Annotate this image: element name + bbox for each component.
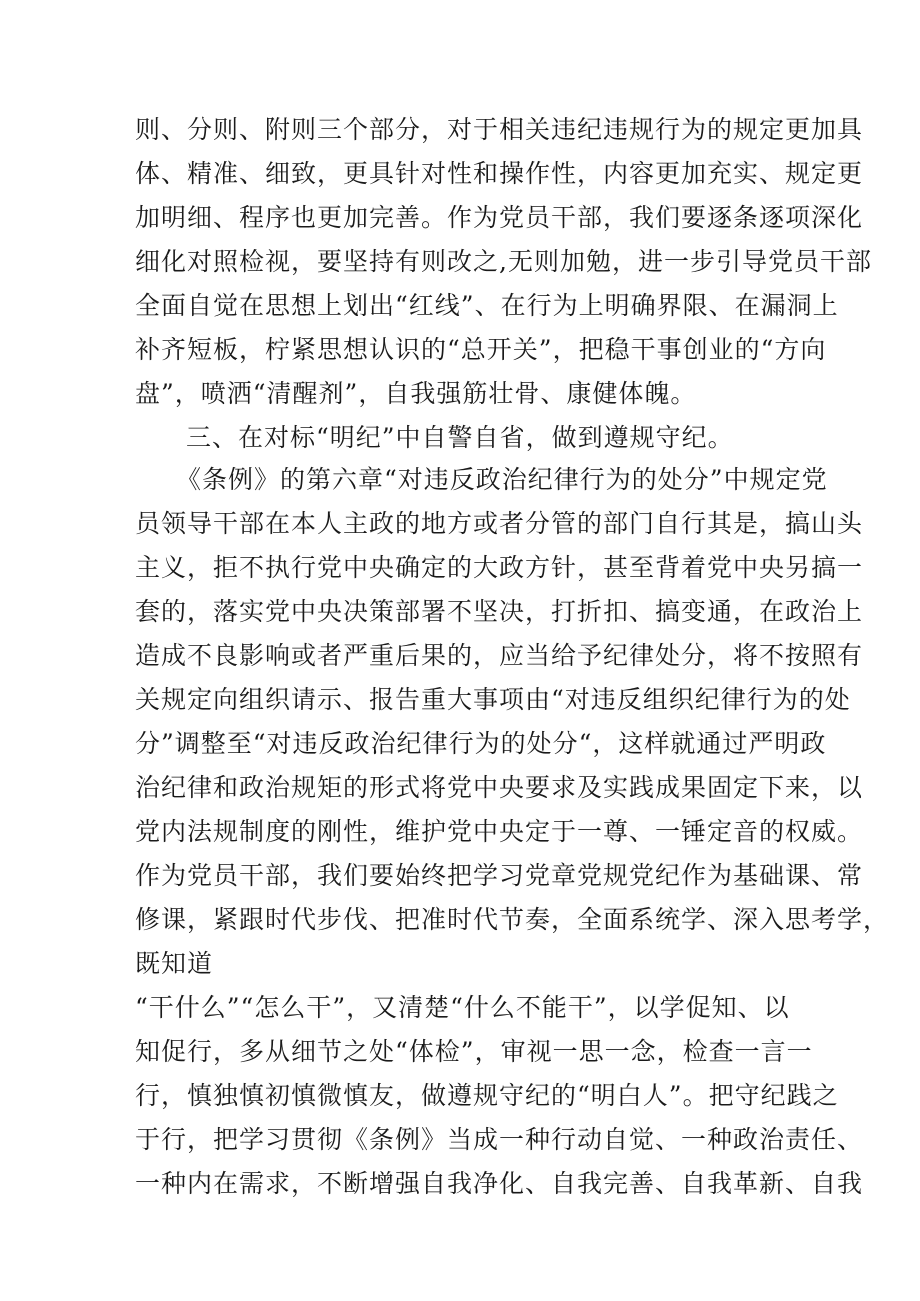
text-line: 分”调整至“对违反政治纪律行为的处分“，这样就通过严明政	[135, 729, 827, 758]
text-line: “干什么”“怎么干”，又清楚“什么不能干”，以学促知、以	[135, 993, 790, 1022]
text-line: 行，慎独慎初慎微慎友，做遵规守纪的“明白人”。把守纪践之	[135, 1081, 839, 1110]
text-line: 关规定向组织请示、报告重大事项由“对违反组织纪律行为的处	[135, 685, 851, 714]
text-line: 体、精准、细致，更具针对性和操作性，内容更加充实、规定更	[135, 159, 864, 188]
text-line: 加明细、程序也更加完善。作为党员干部，我们要逐条逐项深化	[135, 203, 864, 232]
text-line: 知促行，多从细节之处“体检”，审视一思一念，检查一言一	[135, 1037, 813, 1066]
text-line: 细化对照检视，要坚持有则改之,无则加勉，进一步引导党员干部	[135, 247, 872, 276]
text-line: 造成不良影响或者严重后果的，应当给予纪律处分，将不按照有	[135, 641, 864, 670]
text-line: 修课，紧跟时代步伐、把准时代节奏，全面系统学、深入思考学，	[135, 905, 890, 934]
text-line: 则、分则、附则三个部分，对于相关违纪违规行为的规定更加具	[135, 115, 864, 144]
text-line: 于行，把学习贯彻《条例》当成一种行动自觉、一种政治责任、	[135, 1125, 864, 1154]
text-line: 补齐短板，柠紧思想认识的“总开关”，把稳干事创业的“方向	[135, 335, 827, 364]
text-line: 员领导干部在本人主政的地方或者分管的部门自行其是，搞山头	[135, 509, 864, 538]
text-line: 主义，拒不执行党中央确定的大政方针，甚至背着党中央另搞一	[135, 553, 864, 582]
text-line: 套的，落实党中央决策部署不坚决，打折扣、搞变通，在政治上	[135, 597, 864, 626]
text-line: 既知道	[135, 949, 214, 978]
text-line: 盘”，喷洒“清醒剂”，自我强筋壮骨、康健体魄。	[135, 379, 697, 408]
text-line: 全面自觉在思想上划出“红线”、在行为上明确界限、在漏洞上	[135, 291, 839, 320]
section-heading: 三、在对标“明纪”中自警自省，做到遵规守纪。	[186, 423, 734, 452]
text-line: 治纪律和政治规矩的形式将党中央要求及实践成果固定下来，以	[135, 773, 864, 802]
text-line: 一种内在需求，不断增强自我净化、自我完善、自我革新、自我	[135, 1169, 864, 1198]
text-line: 《条例》的第六章“对违反政治纪律行为的处分”中规定党	[176, 465, 828, 494]
text-line: 作为党员干部，我们要始终把学习党章党规党纪作为基础课、常	[135, 861, 864, 890]
text-line: 党内法规制度的刚性，维护党中央定于一尊、一锤定音的权威。	[135, 817, 864, 846]
